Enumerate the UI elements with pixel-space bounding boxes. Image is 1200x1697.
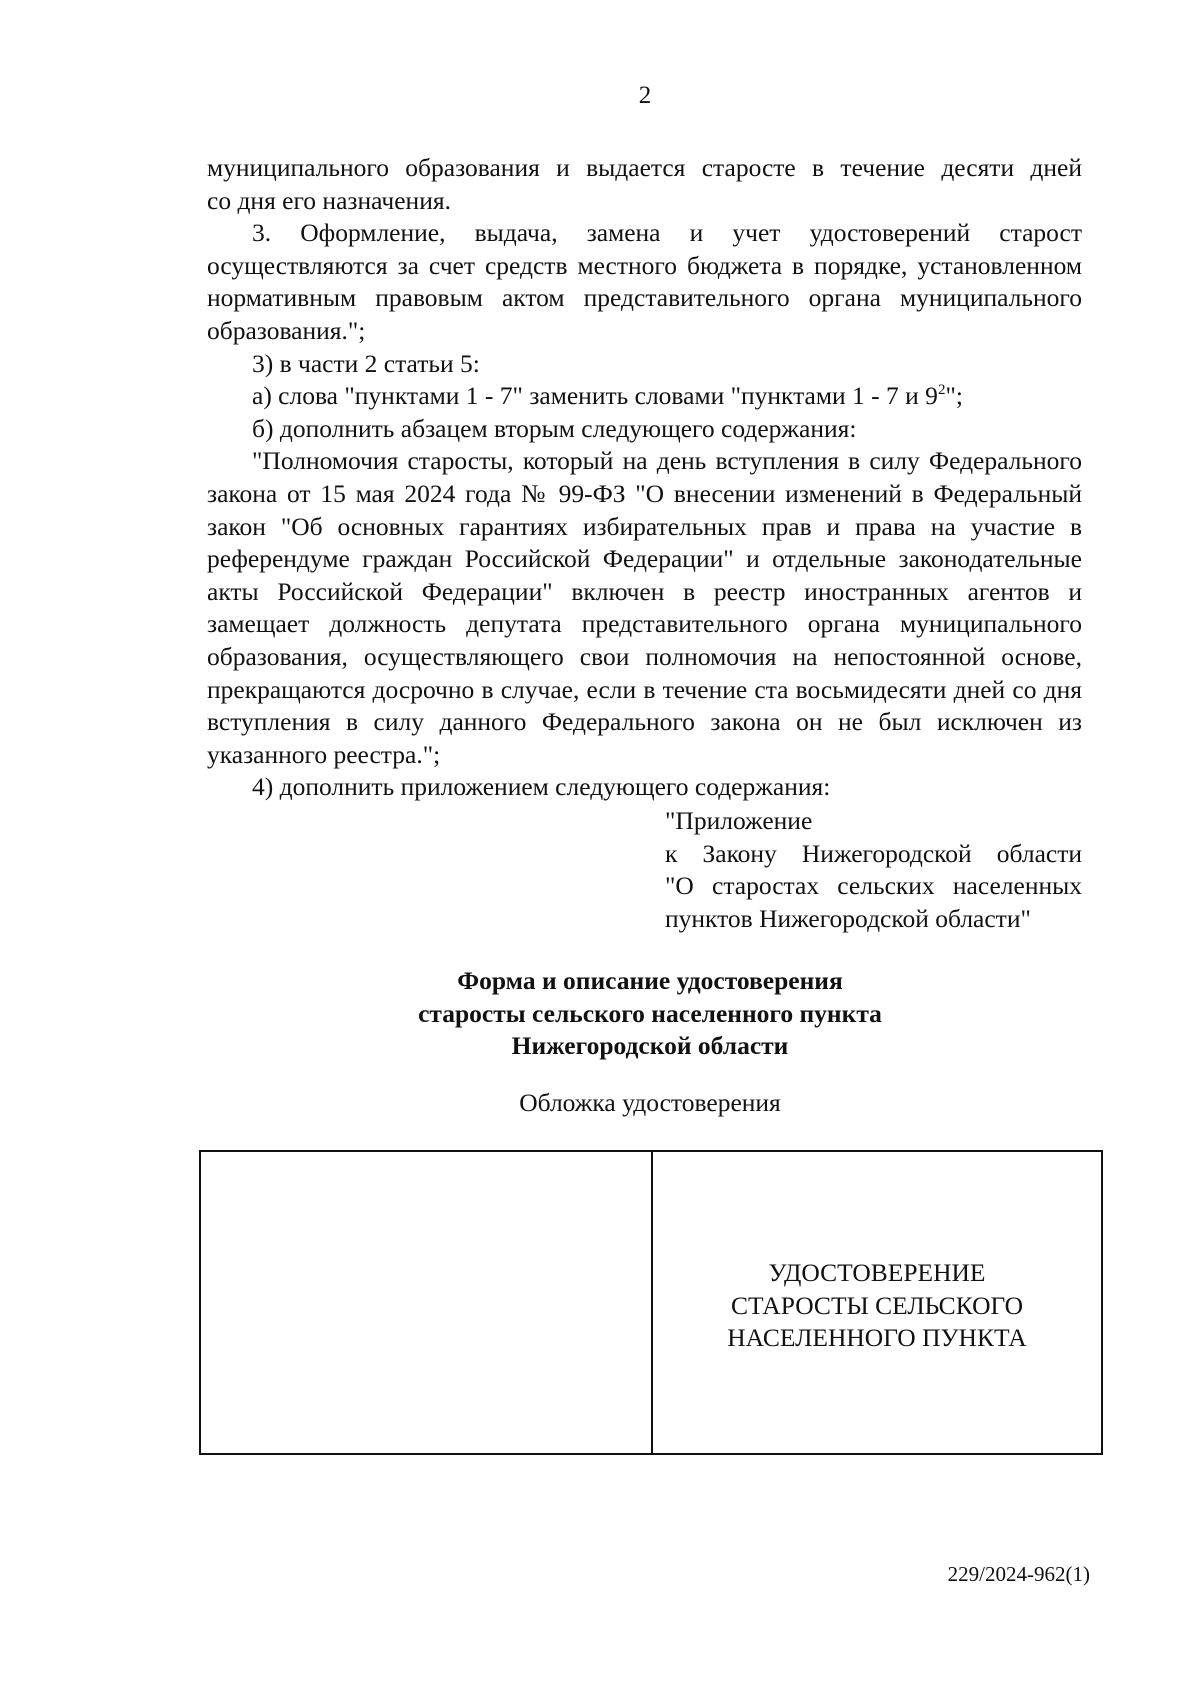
- paragraph-subitem-b: б) дополнить абзацем вторым следующего содержания:: [252, 413, 857, 443]
- paragraph-item-3-article-5: 3) в части 2 статьи 5:: [252, 348, 480, 378]
- cover-heading-line-3: НАСЕЛЕННОГО ПУНКТА: [727, 1323, 1027, 1353]
- subitem-a-superscript: 2: [937, 382, 946, 399]
- cover-right-panel: [653, 1152, 1101, 1453]
- form-title-line-2: старосты сельского населенного пункта: [418, 998, 882, 1028]
- paragraph-quote: "Полномочия старосты, который на день вступления в силу Федерального закона от 15 мая 2024 года № 99-ФЗ "О внесении изменений в Федеральный закон "Об основных гарантиях избирательных прав и права на участие в референдуме граждан Российской Федерации" и отдельные законодательные акты Российской Федерации" включен в реестр иностранных агентов и замещает должность депутата представительного органа муниципального образования, осуществляющего свои полномочия на непостоянной основе, прекращаются досрочно в случае, если в течение ста восьмидесяти дней со дня вступления в силу данного Федерального закона он не был исключен из указанного реестра.";: [207, 446, 1082, 769]
- subitem-a-text: а) слова "пунктами 1 - 7" заменить словами "пунктами 1 - 7 и 9: [252, 381, 938, 411]
- form-title: [0, 965, 1200, 1063]
- paragraph-subitem-a: [207, 380, 1082, 413]
- paragraph-item-3-registration: 3. Оформление, выдача, замена и учет удостоверений старост осуществляются за счет средств местного бюджета в порядке, установленном нормативным правовым актом представительного органа муниципального образования.";: [207, 218, 1082, 345]
- cover-label: Обложка удостоверения: [519, 1088, 781, 1117]
- paragraph-1-line-2: со дня его назначения.: [207, 185, 451, 215]
- appendix-line-4: пунктов Нижегородской области": [665, 903, 1031, 933]
- appendix-note: [665, 805, 1082, 935]
- form-title-line-1: Форма и описание удостоверения: [457, 966, 843, 995]
- cover-heading-line-1: УДОСТОВЕРЕНИЕ: [768, 1258, 986, 1287]
- cover-left-panel: [201, 1152, 653, 1453]
- subitem-a-closing: ";: [945, 381, 963, 411]
- certificate-cover: [199, 1150, 1103, 1455]
- appendix-line-1: "Приложение: [665, 806, 813, 835]
- paragraph-item-4: 4) дополнить приложением следующего содержания:: [252, 772, 831, 802]
- paragraph-1-line-1: муниципального образования и выдается старосте в течение десяти дней: [207, 153, 1082, 182]
- cover-heading-line-2: СТАРОСТЫ СЕЛЬСКОГО: [730, 1290, 1024, 1320]
- document-code: 229/2024-962(1): [947, 1562, 1090, 1586]
- cover-heading: [653, 1257, 1101, 1355]
- appendix-line-2: к Закону Нижегородской области: [665, 838, 1082, 868]
- main-text: [207, 152, 1082, 804]
- form-title-line-3: Нижегородской области: [511, 1031, 789, 1061]
- page-number: 2: [638, 82, 652, 109]
- appendix-line-3: "О старостах сельских населенных: [665, 871, 1082, 901]
